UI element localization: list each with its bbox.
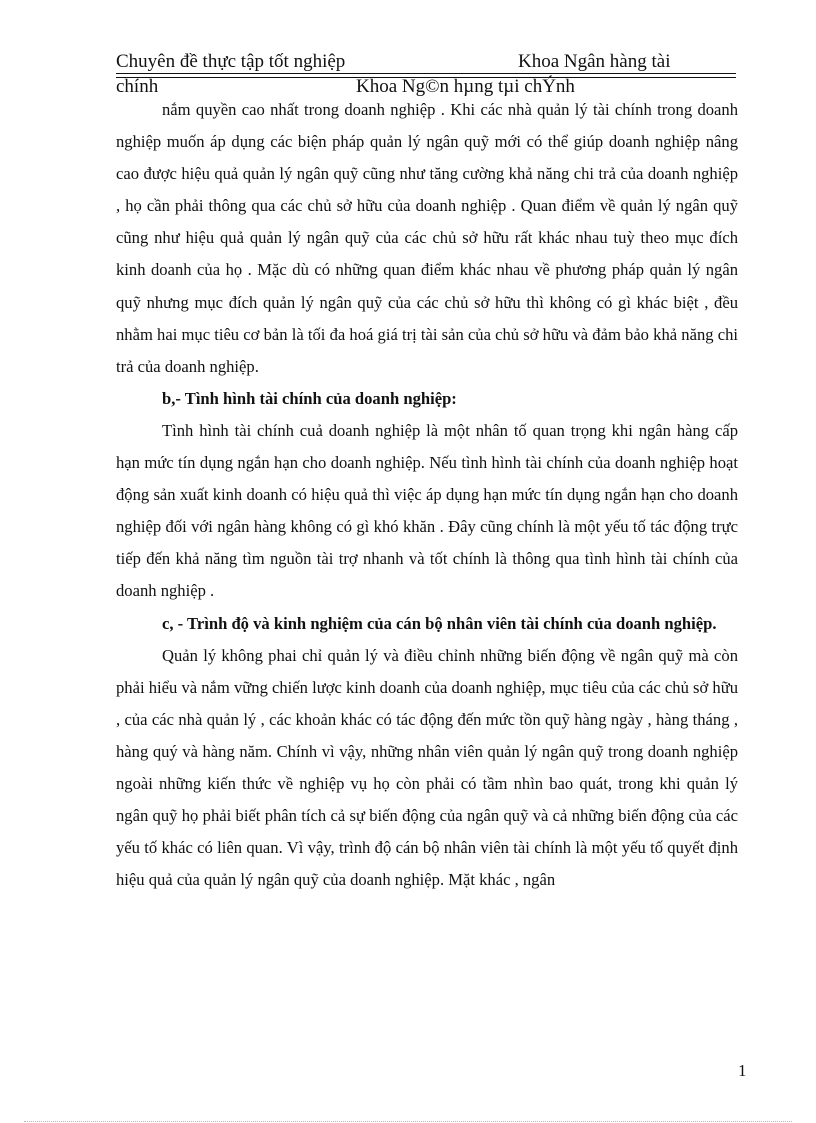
- heading-financial-situation: b,- Tình hình tài chính của doanh nghiệp:: [162, 388, 457, 408]
- header-rule-top: [116, 73, 736, 74]
- paragraph-staff-competence: Quản lý không phai chỉ quản lý và điều chỉnh những biến động về ngân quỹ mà còn phải hiểu và nắm vững chiến lược kinh doanh của doanh nghiệp, mục tiêu của các chủ sở hữu , của các nhà quản lý , các khoản khác có tác động đến mức tồn quỹ hàng ngày , hàng tháng , hàng quý và hàng năm. Chính vì vậy, những nhân viên quản lý ngân quỹ trong doanh nghiệp ngoài những kiến thức về nghiệp vụ họ còn phải có tầm nhìn bao quát, trong khi quản lý ngân quỹ họ phải biết phân tích cả sự biến động của ngân quỹ và cả những biến động của các yếu tố khác có liên quan. Vì vậy, trình độ cán bộ nhân viên tài chính là một yếu tố quyết định hiệu quả của quản lý ngân quỹ của doanh nghiệp. Mặt khác , ngân: [116, 645, 738, 890]
- paragraph-financial-situation: Tình hình tài chính cuả doanh nghiệp là một nhân tố quan trọng khi ngân hàng cấp hạn mức tín dụng ngắn hạn cho doanh nghiệp. Nếu tình hình tài chính của doanh nghiệp hoạt động sản xuất kinh doanh có hiệu quả thì việc áp dụng hạn mức tín dụng ngắn hạn cho doanh nghiệp đối với ngân hàng không có gì khó khăn . Đây cũng chính là một yếu tố tác động trực tiếp đến khả năng tìm nguồn tài trợ nhanh và tốt chính là thông qua tình hình tài chính của doanh nghiệp .: [116, 420, 738, 601]
- heading-staff-competence: c, - Trình độ và kinh nghiệm của cán bộ nhân viên tài chính của doanh nghiệp.: [162, 613, 717, 633]
- document-body: [116, 94, 738, 896]
- page-number: 1: [738, 1061, 747, 1080]
- page-bottom-divider: [24, 1121, 792, 1122]
- header-course-title: Chuyên đề thực tập tốt nghiệp: [116, 51, 346, 72]
- paragraph-owners: nắm quyền cao nhất trong doanh nghiệp . Khi các nhà quản lý tài chính trong doanh nghiệp muốn áp dụng các biện pháp quản lý ngân quỹ mới có thể giúp doanh nghiệp nâng cao được hiệu quả quản lý ngân quỹ cũng như tăng cường khả năng chi trả của doanh nghiệp , họ cần phải thông qua các chủ sở hữu của doanh nghiệp . Quan điểm về quản lý ngân quỹ cũng như hiệu quả quản lý ngân quỹ của các chủ sở hữu rất khác nhau tuỳ theo mục đích kinh doanh của họ . Mặc dù có những quan điểm khác nhau về phương pháp quản lý ngân quỹ nhưng mục đích quản lý ngân quỹ của các chủ sở hữu thì không có gì khác biệt , đều nhằm hai mục tiêu cơ bản là tối đa hoá giá trị tài sản của chủ sở hữu và đảm bảo khả năng chi trả của doanh nghiệp.: [116, 100, 738, 376]
- header-faculty: Khoa Ngân hàng tài: [518, 51, 671, 72]
- header-garbled-faculty: Khoa Ng©n hµng tµi chÝnh: [356, 76, 575, 97]
- header-faculty-continuation: chính: [116, 76, 159, 97]
